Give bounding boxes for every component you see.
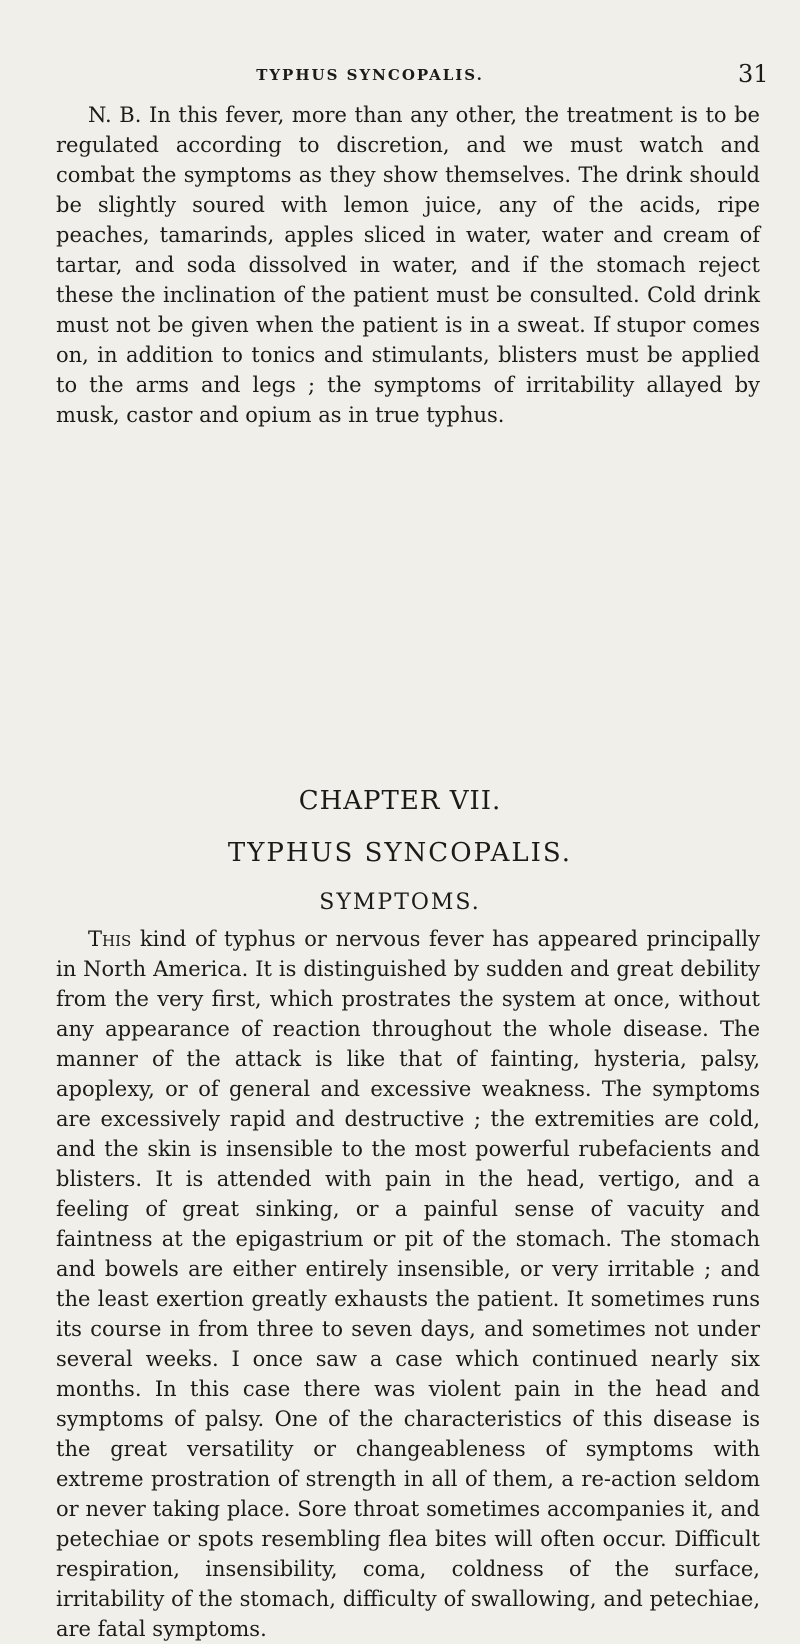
chapter-heading: CHAPTER VII. <box>298 786 502 816</box>
chapter-title: TYPHUS SYNCOPALIS. <box>227 838 573 868</box>
paragraph-2-block <box>56 924 760 1644</box>
paragraph-2-rest: kind of typhus or nervous fever has appeared principally in North America. It is distinguished by sudden and great debility from the very first, which prostrates the system at once, without any appearance of reaction throughout the whole disease. The manner of the attack is like that of fainting, hysteria, palsy, apoplexy, or of general and excessive weakness. The symptoms are excessively rapid and destructive ; the extremities are cold, and the skin is insensible to the most powerful rubefacients and blisters. It is attended with pain in the head, vertigo, and a feeling of great sinking, or a painful sense of vacuity and faintness at the epigastrium or pit of the stomach. The stomach and bowels are either entirely insensible, or very irritable ; and the least exertion greatly exhausts the patient. It sometimes runs its course in from three to seven days, and sometimes not under several weeks. I once saw a case which continued nearly six months. In this case there was violent pain in the head and symptoms of palsy. One of the characteristics of this disease is the great versatility or changeableness of symptoms with extreme prostration of strength in all of them, a re-action seldom or never taking place. Sore throat sometimes accompanies it, and petechiae or spots resembling flea bites will often occur. Difficult respiration, insensibility, coma, coldness of the surface, irritability of the stomach, difficulty of swallowing, and petechiae, are fatal symptoms. <box>56 927 760 1641</box>
paragraph-1: N. B. In this fever, more than any other, the treatment is to be regulated according to discretion, and we must watch and combat the symptoms as they show themselves. The drink should be slightly soured with lemon juice, any of the acids, ripe peaches, tamarinds, apples sliced in water, water and cream of tartar, and soda dissolved in water, and if the stomach reject these the inclination of the patient must be consulted. Cold drink must not be given when the patient is in a sweat. If stupor comes on, in addition to tonics and stimulants, blisters must be applied to the arms and legs ; the symptoms of irritability allayed by musk, castor and opium as in true typhus. <box>56 103 760 427</box>
paragraph-2-lead: This <box>88 927 132 951</box>
running-title: TYPHUS SYNCOPALIS. <box>256 66 484 84</box>
paragraph-1-block <box>56 100 760 430</box>
paragraph-2 <box>56 924 760 1644</box>
section-heading: SYMPTOMS. <box>319 890 481 915</box>
page-number: 31 <box>738 60 769 88</box>
